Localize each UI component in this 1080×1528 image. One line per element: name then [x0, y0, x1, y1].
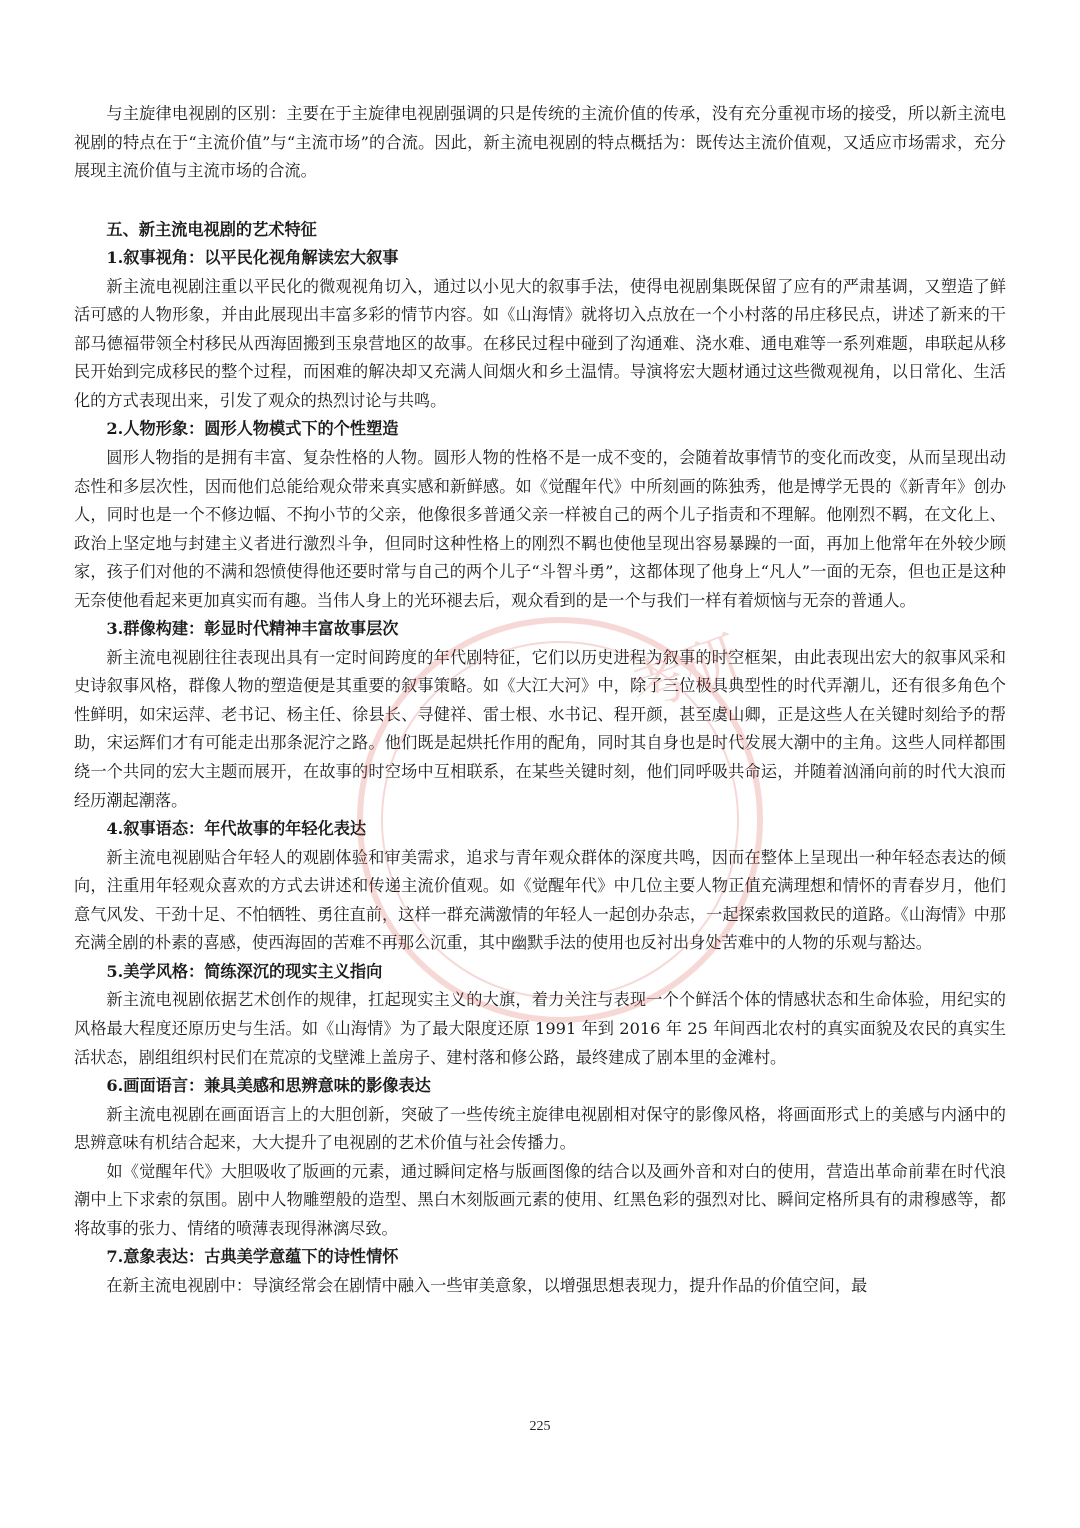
page-number: 225: [529, 1419, 551, 1434]
body-paragraph: 与主旋律电视剧的区别：主要在于主旋律电视剧强调的只是传统的主流价值的传承，没有充分重视市场的接受，所以新主流电视剧的特点在于“主流价值”与“主流市场”的合流。因此，新主流电视剧的特点概括为：既传达主流价值观，又适应市场需求，充分展现主流价值与主流市场的合流。: [74, 104, 1006, 181]
body-paragraph: 新主流电视剧依据艺术创作的规律，扛起现实主义的大旗，着力关注与表现一个个鲜活个体的情感状态和生命体验，用纪实的风格最大程度还原历史与生活。如《山海情》为了最大限度还原 1991 年到 2016 年 25 年间西北农村的真实面貌及农民的真实生活状态，剧组组织村民们在荒凉的戈壁滩上盖房子、建村落和修公路，最终建成了剧本里的金滩村。: [74, 990, 1006, 1067]
body-paragraph: 圆形人物指的是拥有丰富、复杂性格的人物。圆形人物的性格不是一成不变的，会随着故事情节的变化而改变，从而呈现出动态性和多层次性，因而他们总能给观众带来真实感和新鲜感。如《觉醒年代》中所刻画的陈独秀，他是博学无畏的《新青年》创办人，同时也是一个不修边幅、不拘小节的父亲，他像很多普通父亲一样被自己的两个儿子指责和不理解。他刚烈不羁，在文化上、政治上坚定地与封建主义者进行激烈斗争，但同时这种性格上的刚烈不羁也使他呈现出容易暴躁的一面，再加上他常年在外较少顾家，孩子们对他的不满和怨愤使得他还要时常与自己的两个儿子“斗智斗勇”，这都体现了他身上“凡人”一面的无奈，但也正是这种无奈使他看起来更加真实而有趣。当伟人身上的光环褪去后，观众看到的是一个与我们一样有着烦恼与无奈的普通人。: [74, 448, 1006, 610]
section-heading: 1.叙事视角：以平民化视角解读宏大叙事: [106, 248, 399, 268]
document-body: [74, 100, 1006, 1300]
section-heading: 7.意象表达：古典美学意蕴下的诗性情怀: [106, 1247, 399, 1267]
body-paragraph: 新主流电视剧贴合年轻人的观剧体验和审美需求，追求与青年观众群体的深度共鸣，因而在整体上呈现出一种年轻态表达的倾向，注重用年轻观众喜欢的方式去讲述和传递主流价值观。如《觉醒年代》中几位主要人物正值充满理想和情怀的青春岁月，他们意气风发、干劲十足、不怕牺牲、勇往直前，这样一群充满激情的年轻人一起创办杂志，一起探索救国救民的道路。《山海情》中那充满全剧的朴素的喜感，使西海固的苦难不再那么沉重，其中幽默手法的使用也反衬出身处苦难中的人物的乐观与豁达。: [74, 847, 1006, 953]
section-heading: 5.美学风格：简练深沉的现实主义指向: [106, 961, 383, 981]
section-heading: 6.画面语言：兼具美感和思辨意味的影像表达: [106, 1076, 431, 1096]
body-paragraph: 在新主流电视剧中：导演经常会在剧情中融入一些审美意象，以增强思想表现力，提升作品的价值空间，最: [106, 1275, 868, 1295]
section-heading: 2.人物形象：圆形人物模式下的个性塑造: [106, 419, 399, 439]
section-heading: 4.叙事语态：年代故事的年轻化表达: [106, 819, 367, 839]
body-paragraph: 新主流电视剧注重以平民化的微观视角切入，通过以小见大的叙事手法，使得电视剧集既保留了应有的严肃基调，又塑造了鲜活可感的人物形象，并由此展现出丰富多彩的情节内容。如《山海情》就将切入点放在一个小村落的吊庄移民点，讲述了新来的干部马德福带领全村移民从西海固搬到玉泉营地区的故事。在移民过程中碰到了沟通难、浇水难、通电难等一系列难题，串联起从移民开始到完成移民的整个过程，而困难的解决却又充满人间烟火和乡土温情。导演将宏大题材通过这些微观视角，以日常化、生活化的方式表现出来，引发了观众的热烈讨论与共鸣。: [74, 276, 1006, 410]
body-paragraph: 新主流电视剧往往表现出具有一定时间跨度的年代剧特征，它们以历史进程为叙事的时空框架，由此表现出宏大的叙事风采和史诗叙事风格，群像人物的塑造便是其重要的叙事策略。如《大江大河》中，除了三位极具典型性的时代弄潮儿，还有很多角色个性鲜明，如宋运萍、老书记、杨主任、徐县长、寻健祥、雷士根、水书记、程开颜，甚至虞山卿，正是这些人在关键时刻给予的帮助，宋运辉们才有可能走出那条泥泞之路。他们既是起烘托作用的配角，同时其自身也是时代发展大潮中的主角。这些人同样都围绕一个共同的宏大主题而展开，在故事的时空场中互相联系，在某些关键时刻，他们同呼吸共命运，并随着汹涌向前的时代大浪而经历潮起潮落。: [74, 647, 1006, 810]
body-paragraph: 新主流电视剧在画面语言上的大胆创新，突破了一些传统主旋律电视剧相对保守的影像风格，将画面形式上的美感与内涵中的思辨意味有机结合起来，大大提升了电视剧的艺术价值与社会传播力。: [74, 1104, 1006, 1153]
svg-text:考研: 考研: [622, 623, 751, 724]
body-paragraph: 如《觉醒年代》大胆吸收了版画的元素，通过瞬间定格与版画图像的结合以及画外音和对白的使用，营造出革命前辈在时代浪潮中上下求索的氛围。剧中人物雕塑般的造型、黑白木刻版画元素的使用、红黑色彩的强烈对比、瞬间定格所具有的肃穆感等，都将故事的张力、情绪的喷薄表现得淋漓尽致。: [74, 1161, 1006, 1238]
section-gap: [74, 186, 1006, 216]
section-heading: 五、新主流电视剧的艺术特征: [106, 219, 317, 239]
section-heading: 3.群像构建：彰显时代精神丰富故事层次: [106, 619, 399, 639]
